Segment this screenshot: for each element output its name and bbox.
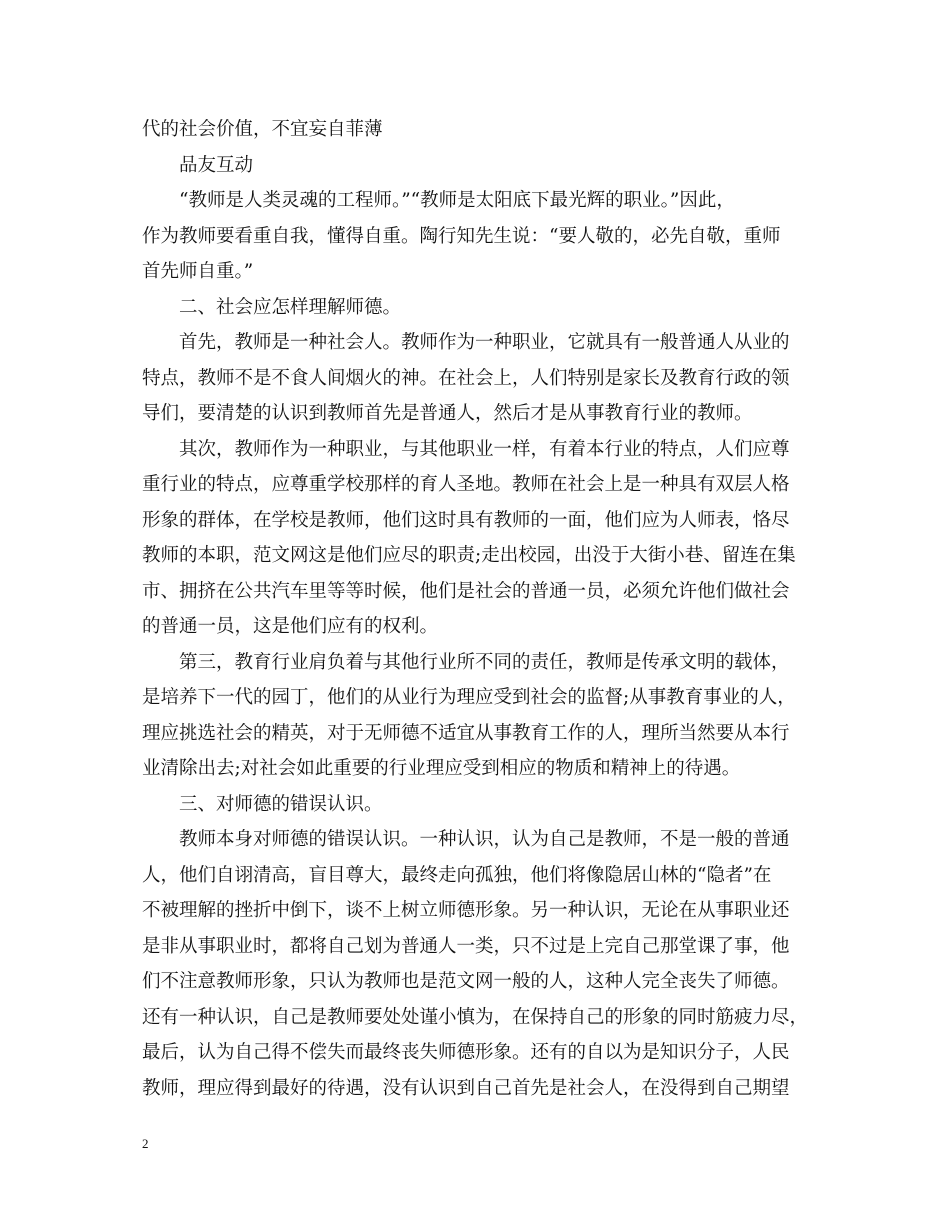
text-line: 导们，要清楚的认识到教师首先是普通人，然后才是从事教育行业的教师。: [142, 403, 753, 424]
text-line: 还有一种认识，自己是教师要处处谨小慎为，在保持自己的形象的同时筋疲力尽，: [142, 1006, 809, 1028]
text-line: 教师，理应得到最好的待遇，没有认识到自己首先是社会人，在没得到自己期望: [142, 1077, 790, 1099]
section-heading: 三、对师德的错误认识。: [179, 793, 383, 815]
text-line: 品友互动: [179, 154, 254, 176]
text-line: 其次，教师作为一种职业，与其他职业一样，有着本行业的特点，人们应尊: [179, 438, 790, 460]
text-line: 代的社会价值，不宜妄自菲薄: [142, 119, 383, 140]
text-line: 作为教师要看重自我，懂得自重。陶行知先生说：“要人敬的，必先自敬，重师: [142, 225, 781, 247]
page-number: 2: [142, 1136, 149, 1151]
text-line: 市、拥挤在公共汽车里等等时候，他们是社会的普通一员，必须允许他们做社会: [142, 580, 790, 602]
text-line: 重行业的特点，应尊重学校那样的育人圣地。教师在社会上是一种具有双层人格: [142, 474, 790, 495]
text-line: 的普通一员，这是他们应有的权利。: [142, 616, 439, 637]
text-line: 教师的本职，范文网这是他们应尽的职责;走出校园，出没于大街小巷、留连在集: [142, 545, 796, 566]
text-line: 第三，教育行业肩负着与其他行业所不同的责任，教师是传承文明的载体，: [179, 651, 790, 673]
text-line: 是培养下一代的园丁，他们的从业行为理应受到社会的监督;从事教育事业的人，: [142, 687, 796, 708]
text-line: 特点，教师不是不食人间烟火的神。在社会上，人们特别是家长及教育行政的领: [142, 367, 790, 389]
text-line: 理应挑选社会的精英，对于无师德不适宜从事教育工作的人，理所当然要从本行: [142, 722, 790, 744]
text-line: 最后，认为自己得不偿失而最终丧失师德形象。还有的自以为是知识分子，人民: [142, 1042, 790, 1063]
body-text: [142, 112, 822, 1106]
text-line: 们不注意教师形象，只认为教师也是范文网一般的人，这种人完全丧失了师德。: [142, 971, 790, 992]
text-line: 是非从事职业时，都将自己划为普通人一类，只不过是上完自己那堂课了事，他: [142, 935, 790, 957]
text-line: “教师是人类灵魂的工程师。”“教师是太阳底下最光辉的职业。”因此，: [179, 190, 735, 211]
text-line: 业清除出去;对社会如此重要的行业理应受到相应的物质和精神上的待遇。: [142, 758, 741, 779]
text-line: 教师本身对师德的错误认识。一种认识，认为自己是教师，不是一般的普通: [179, 829, 790, 850]
text-line: 形象的群体，在学校是教师，他们这时具有教师的一面，他们应为人师表，恪尽: [142, 509, 790, 531]
text-line: 首先，教师是一种社会人。教师作为一种职业，它就具有一般普通人从业的: [179, 332, 790, 353]
section-heading: 二、社会应怎样理解师德。: [179, 296, 402, 318]
text-line: 不被理解的挫折中倒下，谈不上树立师德形象。另一种认识，无论在从事职业还: [142, 900, 790, 921]
text-line: 人，他们自诩清高，盲目尊大，最终走向孤独，他们将像隐居山林的“隐者”在: [142, 864, 772, 886]
text-line: 首先师自重。”: [142, 261, 254, 282]
